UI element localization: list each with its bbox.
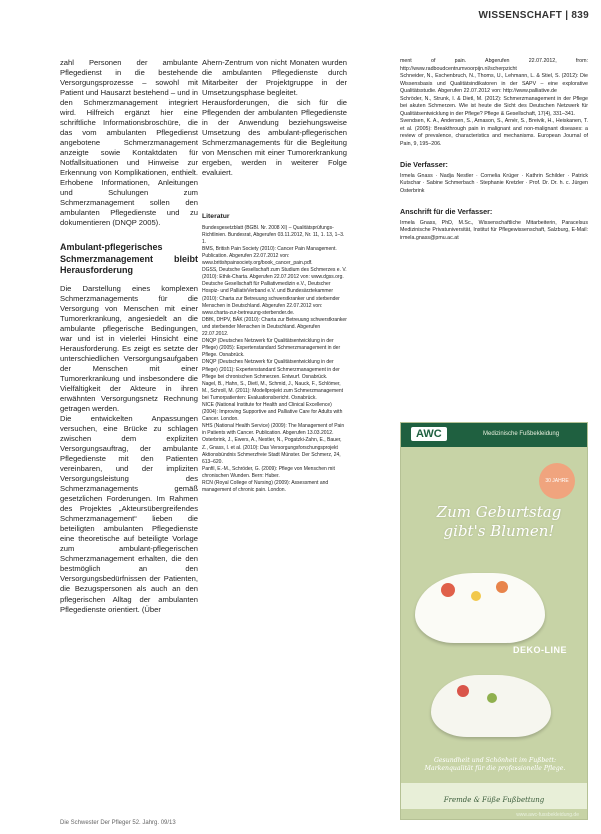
reference-entry: NICE (National Institute for Health and Clinical Excellence) (2004): Improving Supportive and Palliative Care for Adults with Cancer. London.	[202, 401, 343, 423]
flower-decoration	[496, 581, 508, 593]
reference-entry: DBfK, DHPV, BÄK (2010): Charta zur Betreuung schwerstkranker und sterbender Menschen in Deutschland. Abgerufen 22.07.2012.	[202, 316, 347, 338]
column-3	[400, 58, 588, 242]
body-paragraph: Die Darstellung eines komplexen Schmerzmanagements für die Versorgung von Menschen mit einer Tumorerkrankung, angesiedelt an die ambulante pflegerische Bedingungen, war und ist in vielerlei Hinsicht eine Herausforderung. Es zeigt es setzte der unterschiedlichen Versorgungsaufgaben der Menschen mit einer Tumorerkrankung und insbesondere die Vielfältigkeit der Akteure in ihren erwähnten Versorgungsnetz Rechnung getragen werden.	[60, 284, 198, 414]
ad-badge: 30 JAHRE	[539, 463, 575, 499]
literature-title: Literatur	[202, 213, 230, 220]
address-block: Irmela Gnass, PhD, M.Sc., Wissenschaftliche Mitarbeiterin, Paracelsus Medizinische Privatuniversität, Institut für Pflegewissenschaft, Salzburg, E-Mail: irmela.gnass@pmu.ac.at	[400, 219, 588, 241]
section-heading: Ambulant-pflegerisches Schmerzmanagement bleibt Herausforderung	[60, 242, 198, 275]
ad-logo: AWC	[411, 427, 447, 441]
reference-entry: ment of pain. Abgerufen 22.07.2012, from: http://www.radboudcentrumvoorpijn.nl/scherpzicht	[400, 58, 588, 72]
ad-slogan: Fremde & Füße Fußbettung	[443, 796, 545, 804]
ad-product-line: DEKO-LINE	[513, 645, 567, 655]
reference-entry: DNQP (Deutsches Netzwerk für Qualitätsentwicklung in der Pflege) (2005): Expertenstandard Schmerzmanagement in der Pflege. Osnabrück.	[202, 338, 341, 359]
reference-entry: Deutsche Gesellschaft für Palliativmedizin e.V., Deutscher Hospiz- und PalliativVerband e.V. und Bundesärztekammer (2010): Charta zur Betreuung schwerstkranker und sterbender Menschen in Deutschland. Abgerufen 22.07.2012 von: www.charta-zur-betreuung-sterbender.de.	[202, 281, 340, 316]
flower-decoration	[457, 685, 469, 697]
reference-entry: Svendsen, K. A., Andersen, S., Arnason, S., Arnér, S., Breivik, H., Heiskanen, T. et al. (2005): Breakthrough pain in malignant and non-malignant diseases: a review of prevalence, characteristics and mechanisms. European Journal of Pain, 9, 195–206.	[400, 118, 588, 147]
reference-entry: RCN (Royal College of Nursing) (2009): Assessment and management of chronic pain. London.	[202, 480, 329, 494]
reference-entry: NHS (National Health Service) (2009): The Management of Pain in Patients with Cancer. Publication. Abgerufen 13.03.2012.	[202, 423, 345, 437]
body-paragraph: zahl Personen der ambulante Pflegedienst in die bestehende Versorgungsprozesse – sowohl mit Patient und Hausarzt bestehend – und in den Schmerzmanagement integriert wird. Hilfreich ergänzt hier eine schriftliche Informationsbroschüre, die das vom ambulanten Pflegedienst angebotene Schmerzmanagement anzeigte sowie Kontaktdaten für Notfallsituationen und Hinweise zur Erkennung von Komplikationen, enthielt. Erhobene Informationen, Anleitungen und Schulungen zum Schmerzmanagement sollen den ambulanten Pflegedienste und zu dokumentieren (DNQP 2005).	[60, 58, 198, 228]
reference-entry: DGSS, Deutsche Gesellschaft zum Studium des Schmerzes e. V. (2010): Ethik-Charta. Abgerufen 22.07.2012 von: www.dgss.org.	[202, 267, 347, 281]
ad-headline: Zum Geburtstag gibt's Blumen!	[436, 503, 562, 540]
reference-entry: Schneider, N., Eschenbruch, N., Thoms, U., Lehmann, L. & Stiel, S. (2012): Die Wissensbasis und Qualitätsindikatoren in der SAPV – eine explorative Qualitätsstudie. Abgerufen 22.07.2012 von: http://www.palliative.de	[400, 73, 588, 95]
reference-entry: Schröder, N., Strunk, I. & Dietl, M. (2012): Schmerzmanagement in der Pflege bei akuten Schmerzen. Wie ist heute die Sicht des Deutschen Netzwerk für Qualitätsentwicklung in der Pflege? Pflege & Gesellschaft, 17(4), 331–341.	[400, 95, 588, 117]
literature-list	[202, 212, 347, 494]
reference-entry: Panfil, E.-M., Schröder, G. (2009): Pflege von Menschen mit chronischen Wunden. Bern: Huber.	[202, 465, 335, 479]
reference-entry: Osterbrink, J., Ewers, A., Nestler, N., Pogatzki-Zahn, E., Bauer, Z., Gnass, I. et al. (2010): Das Versorgungsforschungsprojekt Aktionsbündnis Schmerzfreie Stadt Münster. Der Schmerz, 24, 613–620.	[202, 437, 342, 465]
reference-entry: Bundesgesetzblatt (BGBl. Nr. 2008 XI) – Qualitätsprüfungs-Richtlinien. Bundesrat, Abgerufen 03.11.2012, Nr. 11, 1. 13, 1–3. 1.	[202, 224, 345, 245]
reference-entry: BMS, British Pain Society (2010): Cancer Pain Management. Publication. Abgerufen 22.07.2012 von: www.britishpainsociety.org/book_cancer_pain.pdf.	[202, 245, 337, 267]
authors-heading: Die Verfasser:	[400, 160, 448, 170]
shoe-image	[431, 675, 551, 737]
reference-entry: DNQP (Deutsches Netzwerk für Qualitätsentwicklung in der Pflege) (2011): Expertenstandard Schmerzmanagement in der Pflege bei chronischen Schmerzen. Entwurf. Osnabrück.	[202, 359, 340, 380]
body-paragraph: Herausforderungen, die sich für die Pflegenden der ambulanten Pflegedienste in der Anwendung beziehungsweise Umsetzung des ambulant-pflegerischen Schmerzmanagements für die Begleitung von Menschen mit einer Tumorerkrankung ergeben, werden in weiterer Folge evaluiert.	[202, 98, 347, 178]
flower-decoration	[471, 591, 481, 601]
flower-decoration	[441, 583, 455, 597]
ad-url[interactable]: www.awc-fussbekleidung.de	[516, 812, 579, 818]
body-paragraph: Ahern-Zentrum von nicht Monaten wurden die ambulanten Pflegedienste durch Mitarbeiter der Projektgruppe in der Umsetzungsphase begleitet.	[202, 58, 347, 98]
shoe-image	[415, 573, 545, 643]
reference-continuation	[400, 58, 588, 148]
body-paragraph: Die entwickelten Anpassungen versuchen, eine Brücke zu schlagen zwischen dem expliziten Versorgungsauftrag, der ambulante Pflegedienste mit den Patienten vereinbaren, und der impliziten Versorgungsleistung des Schmerzmanagements gemäß gesetzlichen Forderungen. Im Rahmen des Projektes „Akteursübergreifendes Schmerzmanagement“ lieben die beteiligten ambulanten Pflegedienste eine theoretische auf beteiligte Vorlage zum ambulant-pflegerischen Schmerzmanagement erhalten, die den bestmöglich an den Versorgungsbedürfnissen der Patienten, die Bezugspersonen als auch an den pflegerischen Alltag der ambulanten Pflegedienste orientiert. (Über	[60, 414, 198, 614]
ad-tagline: Medizinische Fußbekleidung	[483, 431, 560, 437]
column-1	[60, 58, 198, 615]
page-header: WISSENSCHAFT | 839	[478, 10, 589, 21]
page-footer: Die Schwester Der Pfleger 52. Jahrg. 09/13	[60, 820, 176, 826]
authors-list: Irmela Gnass · Nadja Nestler · Cornelia Krüger · Kathrin Schilder · Patrick Kutschar · Sabine Schmerbach · Stephanie Kretzler · Prof. Dr. Dr. h. c. Jürgen Osterbrink	[400, 172, 588, 194]
flower-decoration	[487, 693, 497, 703]
address-heading: Anschrift für die Verfasser:	[400, 207, 493, 217]
advertisement[interactable]	[400, 422, 588, 820]
ad-body-text: Gesundheit und Schönheit im Fußbett: Markenqualität für die professionelle Pflege.	[424, 756, 566, 772]
column-2	[202, 58, 347, 178]
reference-entry: Nagel, B., Hahn, S., Dietl, M., Schmid, J., Nauck, F., Schlömer, M., Schroll, M. (2011): Modellprojekt zum Schmerzmanagement bei Tumorpatienten: Evaluationsbericht. Osnabrück.	[202, 380, 344, 401]
